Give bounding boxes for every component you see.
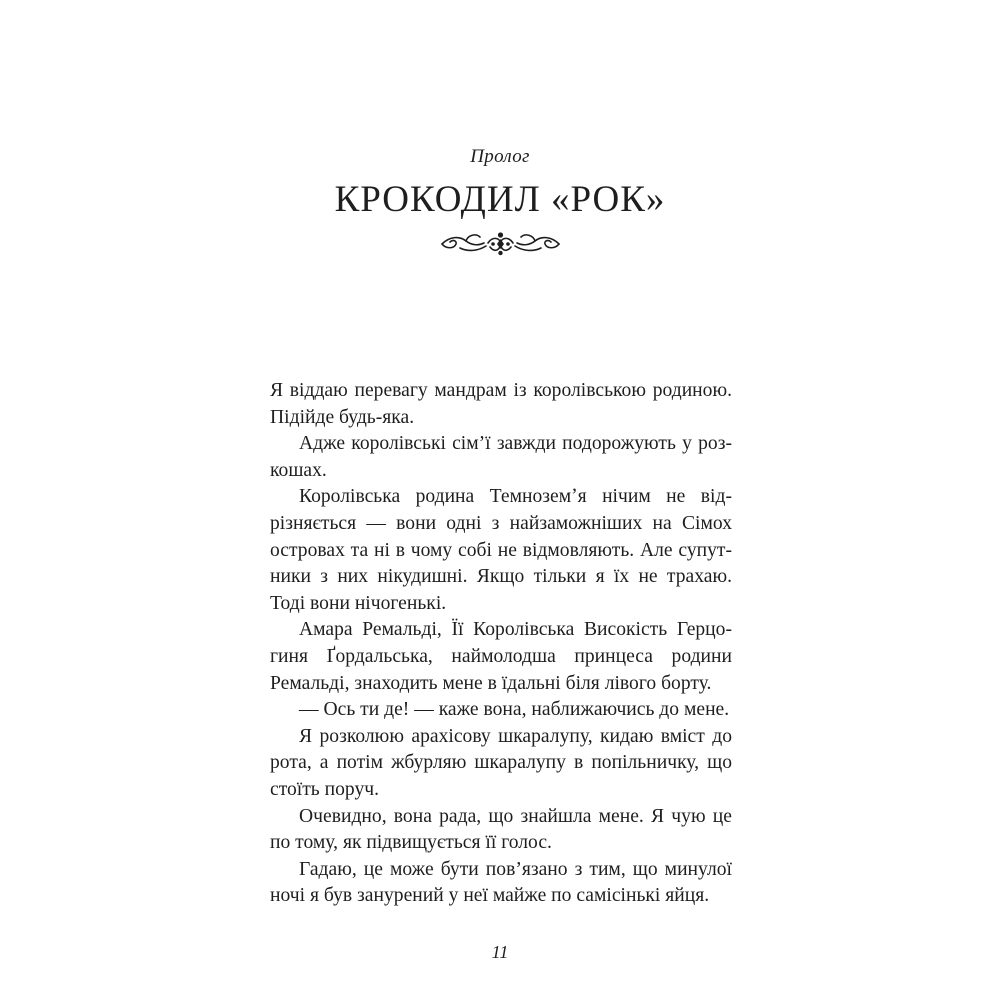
body-text: [270, 378, 732, 910]
chapter-title: КРОКОДИЛ «РОК»: [334, 179, 666, 220]
paragraph: Я віддаю перевагу мандрам із королівською родиною. Підійде будь-яка.: [270, 380, 732, 428]
paragraph: Гадаю, це може бути пов’язано з тим, що минулої ночі я був занурений у неї майже по самісінькі яйця.: [270, 858, 732, 907]
paragraph: Я розколюю арахісову шкаралупу, кидаю вміст до рота, а потім жбурляю шкаралупу в попільничку, що стоїть поруч.: [270, 725, 732, 800]
paragraph: — Ось ти де! — каже вона, наближаючись до мене.: [299, 699, 730, 721]
chapter-kicker: Пролог: [470, 146, 530, 167]
flourish-divider-icon: [438, 227, 563, 259]
page-number: 11: [491, 942, 509, 962]
paragraph: Королівська родина Темноземʼя нічим не відрізняється — вони одні з найзаможніших на Сімох островах та ні в чому собі не відмовляють. Але супутники з них нікудишні. Якщо тільки я їх не трахаю. Тоді вони нічогенькі.: [270, 486, 732, 614]
paragraph: Амара Ремальді, Її Королівська Високість Герцогиня Ґордальська, наймолодша принцеса родини Ремальді, знаходить мене в їдальні біля лівого борту.: [270, 619, 732, 694]
paragraph: Очевидно, вона рада, що знайшла мене. Я чую це по тому, як підвищується її голос.: [270, 805, 732, 854]
paragraph: Адже королівські сім’ї завжди подорожують у розкошах.: [270, 433, 732, 481]
